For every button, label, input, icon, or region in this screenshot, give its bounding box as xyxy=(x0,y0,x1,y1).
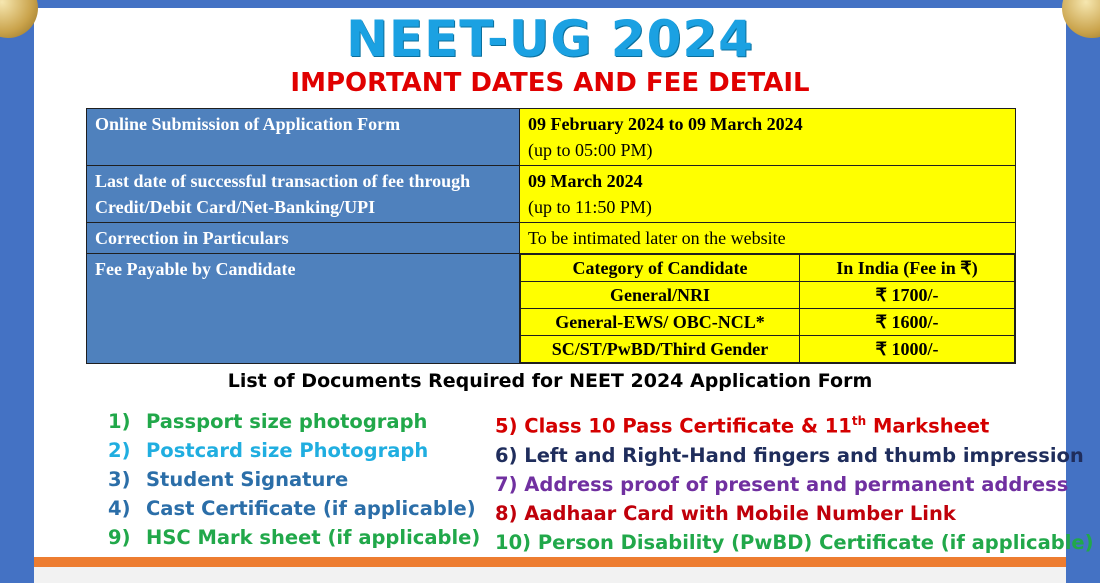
value-main: 09 March 2024 xyxy=(528,171,643,191)
accent-bar xyxy=(34,557,1066,567)
item-superscript: th xyxy=(851,414,867,428)
fee-amount: ₹ 1000/- xyxy=(800,336,1015,363)
list-item xyxy=(108,407,480,436)
list-item xyxy=(108,436,480,465)
fee-table xyxy=(520,254,1015,363)
fee-category: General-EWS/ OBC-NCL* xyxy=(521,309,800,336)
fee-row xyxy=(521,309,1015,336)
list-item xyxy=(495,407,1094,441)
frame-top-border xyxy=(0,0,1100,8)
item-number: 3) xyxy=(108,468,131,491)
row-label: Fee Payable by Candidate xyxy=(87,254,520,364)
footer-strip xyxy=(34,567,1066,583)
fee-header-amount: In India (Fee in ₹) xyxy=(800,255,1015,282)
row-label xyxy=(87,166,520,223)
fee-header-category: Category of Candidate xyxy=(521,255,800,282)
page-subtitle: IMPORTANT DATES AND FEE DETAIL xyxy=(290,68,810,98)
item-text: HSC Mark sheet (if applicable) xyxy=(146,526,481,549)
fee-header-row xyxy=(521,255,1015,282)
value-note: (up to 11:50 PM) xyxy=(528,197,652,217)
page-title: NEET-UG 2024 xyxy=(346,10,754,68)
row-label: Online Submission of Application Form xyxy=(87,109,520,166)
fee-category: General/NRI xyxy=(521,282,800,309)
documents-heading: List of Documents Required for NEET 2024 Application Form xyxy=(227,370,873,392)
list-item: 8) Aadhaar Card with Mobile Number Link xyxy=(495,501,956,525)
value-main: 09 February 2024 to 09 March 2024 xyxy=(528,114,803,134)
table-row xyxy=(87,109,1016,166)
item-number: 1) xyxy=(108,410,131,433)
fee-category: SC/ST/PwBD/Third Gender xyxy=(521,336,800,363)
item-number: 4) xyxy=(108,497,131,520)
list-item xyxy=(108,494,480,523)
row-value: To be intimated later on the website xyxy=(520,223,1016,254)
list-item: 6) Left and Right-Hand fingers and thumb impression xyxy=(495,443,1084,467)
fee-table-cell xyxy=(520,254,1016,364)
row-label: Correction in Particulars xyxy=(87,223,520,254)
item-text: Student Signature xyxy=(146,468,349,491)
item-text: Marksheet xyxy=(866,414,990,438)
fee-amount: ₹ 1600/- xyxy=(800,309,1015,336)
table-row xyxy=(87,223,1016,254)
important-dates-table xyxy=(86,108,1016,364)
documents-list-right xyxy=(495,407,1094,557)
list-item xyxy=(108,523,480,552)
row-label-line: Credit/Debit Card/Net-Banking/UPI xyxy=(95,197,376,217)
fee-amount: ₹ 1700/- xyxy=(800,282,1015,309)
item-text: Postcard size Photograph xyxy=(146,439,429,462)
item-number: 2) xyxy=(108,439,131,462)
item-text: Cast Certificate (if applicable) xyxy=(146,497,476,520)
list-item: 10) Person Disability (PwBD) Certificate (if applicable) xyxy=(495,530,1094,554)
table-row xyxy=(87,166,1016,223)
list-item xyxy=(108,465,480,494)
list-item: 7) Address proof of present and permanent address xyxy=(495,472,1069,496)
row-value xyxy=(520,109,1016,166)
row-label-line: Last date of successful transaction of fee through xyxy=(95,171,471,191)
fee-row xyxy=(521,336,1015,363)
item-text: 5) Class 10 Pass Certificate & 11 xyxy=(495,414,852,438)
row-value xyxy=(520,166,1016,223)
fee-row xyxy=(521,282,1015,309)
item-text: Passport size photograph xyxy=(146,410,428,433)
item-number: 9) xyxy=(108,526,131,549)
value-note: (up to 05:00 PM) xyxy=(528,140,653,160)
documents-list-left xyxy=(108,407,480,552)
table-row xyxy=(87,254,1016,364)
